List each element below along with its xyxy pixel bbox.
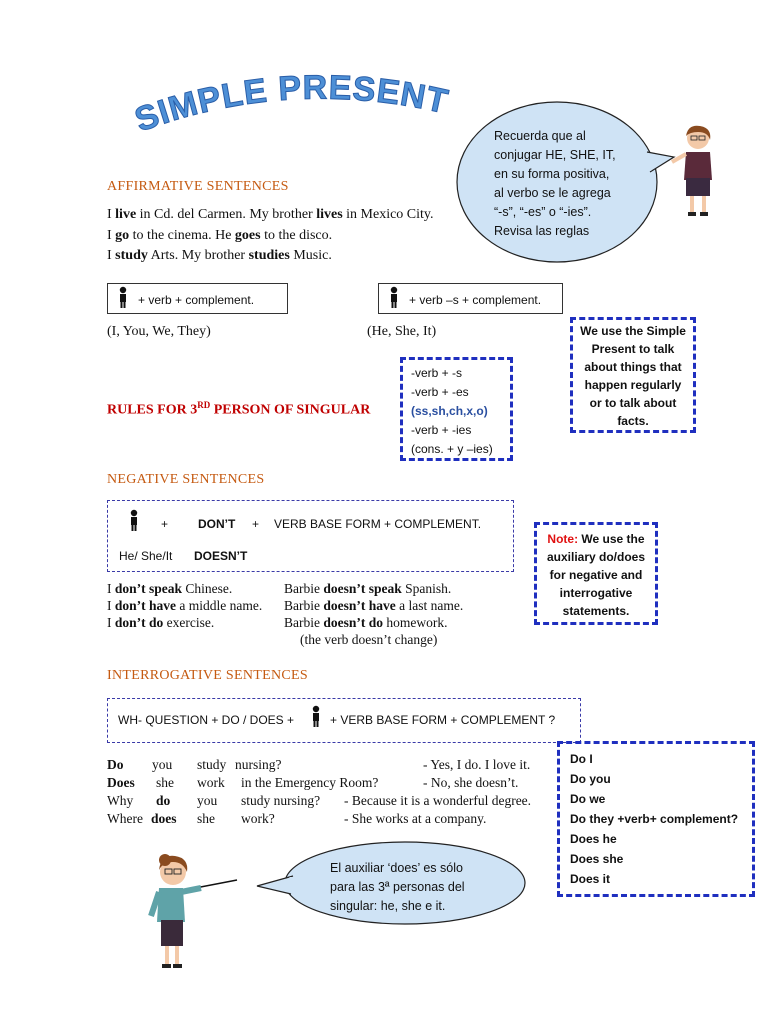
text: Barbie xyxy=(284,615,324,630)
q-answer: - She works at a company. xyxy=(344,811,487,826)
note-text: We use the xyxy=(578,532,645,546)
note-aux-line: auxiliary do/does xyxy=(546,550,646,564)
note-auxiliary xyxy=(534,522,658,625)
interrogative-formula-box xyxy=(107,698,581,743)
page-title xyxy=(130,70,475,140)
affirmative-line-2 xyxy=(107,226,332,246)
do-does-box xyxy=(557,741,755,897)
note-line: or to talk about xyxy=(589,396,677,410)
text: Music. xyxy=(289,248,332,263)
person-icon xyxy=(388,286,400,308)
interrogative-heading: INTERROGATIVE SENTENCES xyxy=(107,668,308,683)
q-answer: - Because it is a wonderful degree. xyxy=(344,793,532,808)
rule-item: -verb + -s xyxy=(411,366,463,380)
q-complement: study nursing? xyxy=(241,793,321,808)
rules-box xyxy=(400,357,513,461)
bubble-top-line: al verbo se le agrega xyxy=(494,186,611,200)
formula-box-plural xyxy=(107,283,288,314)
q-subject: she xyxy=(197,811,215,826)
negative-row xyxy=(107,580,527,597)
q-word: Where xyxy=(107,811,143,826)
q-verb: work xyxy=(197,775,225,790)
verb: don’t speak xyxy=(114,581,183,596)
dont-label: DON’T xyxy=(198,517,236,531)
bubble-top-line: Recuerda que al xyxy=(494,129,586,143)
teacher-illustration-top xyxy=(668,122,728,222)
text: I xyxy=(107,228,116,243)
teacher-illustration-bottom xyxy=(125,850,245,975)
text: I xyxy=(107,207,116,222)
verb: go xyxy=(115,228,130,243)
rule-item: (ss,sh,ch,x,o) xyxy=(411,404,488,418)
verb: doesn’t do xyxy=(323,615,384,630)
note-simple-present xyxy=(570,317,696,433)
pronouns-plural: (I, You, We, They) xyxy=(107,324,211,339)
bubble-top-line: Revisa las reglas xyxy=(494,224,590,238)
bubble-bottom-text xyxy=(330,859,520,916)
verb: goes xyxy=(234,228,261,243)
note-label: Note: xyxy=(547,532,579,546)
text: homework. xyxy=(383,615,448,630)
formula-box-singular xyxy=(378,283,563,314)
q-word: Does xyxy=(107,775,135,790)
q-complement: in the Emergency Room? xyxy=(241,775,379,790)
interrogative-formula-b: + VERB BASE FORM + COMPLEMENT ? xyxy=(330,713,556,727)
text: Spanish. xyxy=(401,581,452,596)
note-aux-line: interrogative xyxy=(559,586,633,600)
bubble-top-line: en su forma positiva, xyxy=(494,167,610,181)
text: Arts. My brother xyxy=(147,248,249,263)
bubble-bottom-line: singular: he, she e it. xyxy=(330,899,446,913)
text: a middle name. xyxy=(176,598,263,613)
verb: doesn’t have xyxy=(323,598,396,613)
q-aux: does xyxy=(151,811,177,826)
note-aux-line: statements. xyxy=(562,604,630,618)
question-row xyxy=(107,775,557,793)
negative-right xyxy=(284,597,463,614)
verb: lives xyxy=(316,207,343,222)
plus-sign: + xyxy=(252,517,260,531)
q-subject: you xyxy=(197,793,218,808)
do-box-line: Do you xyxy=(570,772,611,786)
q-subject: you xyxy=(152,757,173,772)
verb: studies xyxy=(248,248,290,263)
q-word: Why xyxy=(107,793,134,808)
negative-row xyxy=(107,614,527,631)
verb: live xyxy=(115,207,137,222)
negative-right xyxy=(284,580,451,597)
rules-heading-b: PERSON OF SINGULAR xyxy=(210,402,371,418)
doesnt-label: DOESN’T xyxy=(194,549,248,563)
text: in Cd. del Carmen. My brother xyxy=(136,207,317,222)
affirmative-line-3 xyxy=(107,246,332,266)
text: I xyxy=(107,581,115,596)
text: I xyxy=(107,598,115,613)
note-aux-line: for negative and xyxy=(549,568,643,582)
text: to the cinema. He xyxy=(129,228,235,243)
note-line: about things that xyxy=(584,360,682,374)
q-verb: study xyxy=(197,757,227,772)
text: I xyxy=(107,615,115,630)
note-line: facts. xyxy=(617,414,649,428)
interrogative-formula-a: WH- QUESTION + DO / DOES + xyxy=(118,713,295,727)
interrogative-examples xyxy=(107,757,557,829)
pronouns-singular: (He, She, It) xyxy=(367,324,437,339)
text: Barbie xyxy=(284,581,324,596)
negative-row xyxy=(107,597,527,614)
rules-heading-sup: RD xyxy=(197,400,211,410)
text: Chinese. xyxy=(182,581,233,596)
do-box-line: Does it xyxy=(570,872,611,886)
rules-heading xyxy=(107,400,370,419)
page-title-text: SIMPLE PRESENT xyxy=(130,70,452,140)
note-line: Present to talk xyxy=(591,342,675,356)
person-icon xyxy=(310,705,322,727)
bubble-top-text xyxy=(494,127,654,241)
rule-item: -verb + -ies xyxy=(411,423,472,437)
formula-singular-text: + verb –s + complement. xyxy=(409,293,542,307)
verb: doesn’t speak xyxy=(323,581,402,596)
negative-formula-box xyxy=(107,500,514,572)
text: Barbie xyxy=(284,598,324,613)
person-icon xyxy=(128,509,140,531)
text: in Mexico City. xyxy=(342,207,434,222)
do-box-line: Does she xyxy=(570,852,624,866)
note-line: happen regularly xyxy=(584,378,682,392)
affirmative-heading: AFFIRMATIVE SENTENCES xyxy=(107,179,289,194)
note-aux-line xyxy=(537,530,655,548)
rule-item: -verb + -es xyxy=(411,385,469,399)
text: a last name. xyxy=(395,598,464,613)
negative-right xyxy=(284,614,448,631)
person-icon xyxy=(117,286,129,308)
negative-rest: VERB BASE FORM + COMPLEMENT. xyxy=(274,517,482,531)
q-verb: work? xyxy=(241,811,275,826)
q-complement: nursing? xyxy=(235,757,282,772)
negative-heading: NEGATIVE SENTENCES xyxy=(107,472,265,487)
do-box-line: Do they +verb+ complement? xyxy=(570,812,739,826)
bubble-top-line: “-s”, “-es” o “-ies”. xyxy=(494,205,592,219)
bubble-bottom-line: El auxiliar ‘does’ es sólo xyxy=(330,861,463,875)
plus-sign: + xyxy=(161,517,169,531)
verb: don’t do xyxy=(114,615,164,630)
he-she-it-label: He/ She/It xyxy=(119,549,173,563)
question-row xyxy=(107,811,557,829)
affirmative-line-1 xyxy=(107,205,434,225)
formula-plural-text: + verb + complement. xyxy=(138,293,255,307)
verb: don’t have xyxy=(114,598,177,613)
question-row xyxy=(107,757,557,775)
do-box-line: Does he xyxy=(570,832,617,846)
verb: study xyxy=(115,248,148,263)
svg-text:SIMPLE PRESENT xyxy=(130,70,452,139)
bubble-bottom-line: para las 3ª personas del xyxy=(330,880,465,894)
note-line: We use the Simple xyxy=(580,324,686,338)
negative-note: (the verb doesn’t change) xyxy=(300,632,438,647)
q-answer: - Yes, I do. I love it. xyxy=(423,757,531,772)
text: I xyxy=(107,248,116,263)
rule-item: (cons. + y –ies) xyxy=(411,442,493,456)
text: to the disco. xyxy=(260,228,333,243)
q-subject: she xyxy=(156,775,174,790)
rules-heading-a: RULES FOR 3 xyxy=(107,402,198,418)
q-word: Do xyxy=(107,757,124,772)
q-answer: - No, she doesn’t. xyxy=(423,775,519,790)
bubble-top-line: conjugar HE, SHE, IT, xyxy=(494,148,616,162)
do-box-line: Do I xyxy=(570,752,593,766)
negative-examples xyxy=(107,580,527,648)
q-aux: do xyxy=(156,793,171,808)
question-row xyxy=(107,793,557,811)
do-box-line: Do we xyxy=(570,792,606,806)
text: exercise. xyxy=(163,615,215,630)
